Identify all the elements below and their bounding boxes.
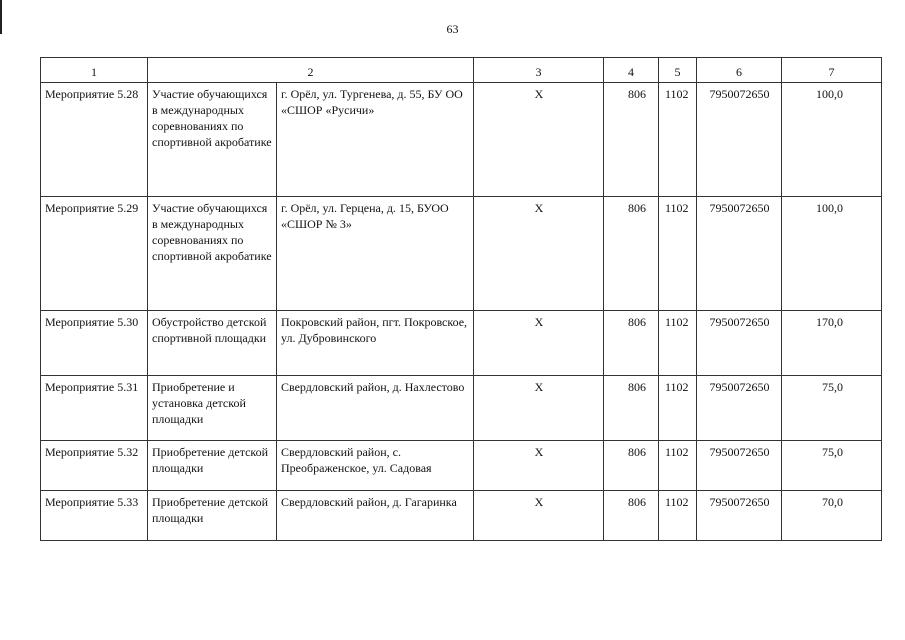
col7-cell: 170,0 — [782, 311, 882, 376]
col6-cell: 7950072650 — [697, 197, 782, 311]
col4-cell: 806 — [604, 83, 659, 197]
header-col-6: 6 — [697, 58, 782, 83]
table-row — [41, 441, 882, 491]
location-cell: г. Орёл, ул. Герцена, д. 15, БУОО «СШОР № 3» — [277, 197, 474, 311]
event-cell: Мероприятие 5.29 — [41, 197, 148, 311]
col7-cell: 100,0 — [782, 83, 882, 197]
col3-cell: Х — [474, 311, 604, 376]
col5-cell: 1102 — [659, 441, 697, 491]
event-cell: Мероприятие 5.32 — [41, 441, 148, 491]
col5-cell: 1102 — [659, 311, 697, 376]
table-row — [41, 197, 882, 311]
col6-cell: 7950072650 — [697, 83, 782, 197]
table-row — [41, 491, 882, 541]
table-row — [41, 376, 882, 441]
col4-cell: 806 — [604, 197, 659, 311]
location-cell: г. Орёл, ул. Тургенева, д. 55, БУ ОО «СШОР «Русичи» — [277, 83, 474, 197]
col3-cell: Х — [474, 197, 604, 311]
col3-cell: Х — [474, 441, 604, 491]
col3-cell: Х — [474, 491, 604, 541]
name-cell: Приобретение детской площадки — [148, 441, 277, 491]
col6-cell: 7950072650 — [697, 311, 782, 376]
col6-cell: 7950072650 — [697, 491, 782, 541]
budget-table — [40, 57, 882, 541]
page-number: 63 — [446, 22, 459, 36]
name-cell: Участие обучающихся в международных соревнованиях по спортивной акробатике — [148, 83, 277, 197]
table-row — [41, 311, 882, 376]
event-cell: Мероприятие 5.31 — [41, 376, 148, 441]
event-cell: Мероприятие 5.28 — [41, 83, 148, 197]
header-col-5: 5 — [659, 58, 697, 83]
name-cell: Обустройство детской спортивной площадки — [148, 311, 277, 376]
header-col-3: 3 — [474, 58, 604, 83]
col7-cell: 100,0 — [782, 197, 882, 311]
location-cell: Свердловский район, с. Преображенское, ул. Садовая — [277, 441, 474, 491]
header-col-7: 7 — [782, 58, 882, 83]
col5-cell: 1102 — [659, 197, 697, 311]
col4-cell: 806 — [604, 491, 659, 541]
header-col-4: 4 — [604, 58, 659, 83]
location-cell: Покровский район, пгт. Покровское, ул. Дубровинского — [277, 311, 474, 376]
col4-cell: 806 — [604, 311, 659, 376]
table-row — [41, 83, 882, 197]
table-header-row — [41, 58, 882, 83]
col5-cell: 1102 — [659, 83, 697, 197]
name-cell: Участие обучающихся в международных соревнованиях по спортивной акробатике — [148, 197, 277, 311]
name-cell: Приобретение и установка детской площадки — [148, 376, 277, 441]
header-col-2: 2 — [148, 58, 474, 83]
name-cell: Приобретение детской площадки — [148, 491, 277, 541]
col3-cell: Х — [474, 83, 604, 197]
header-col-1: 1 — [41, 58, 148, 83]
col6-cell: 7950072650 — [697, 441, 782, 491]
col7-cell: 75,0 — [782, 441, 882, 491]
col5-cell: 1102 — [659, 491, 697, 541]
col4-cell: 806 — [604, 376, 659, 441]
col7-cell: 75,0 — [782, 376, 882, 441]
col4-cell: 806 — [604, 441, 659, 491]
col7-cell: 70,0 — [782, 491, 882, 541]
col3-cell: Х — [474, 376, 604, 441]
location-cell: Свердловский район, д. Гагаринка — [277, 491, 474, 541]
col6-cell: 7950072650 — [697, 376, 782, 441]
event-cell: Мероприятие 5.33 — [41, 491, 148, 541]
location-cell: Свердловский район, д. Нахлестово — [277, 376, 474, 441]
col5-cell: 1102 — [659, 376, 697, 441]
event-cell: Мероприятие 5.30 — [41, 311, 148, 376]
